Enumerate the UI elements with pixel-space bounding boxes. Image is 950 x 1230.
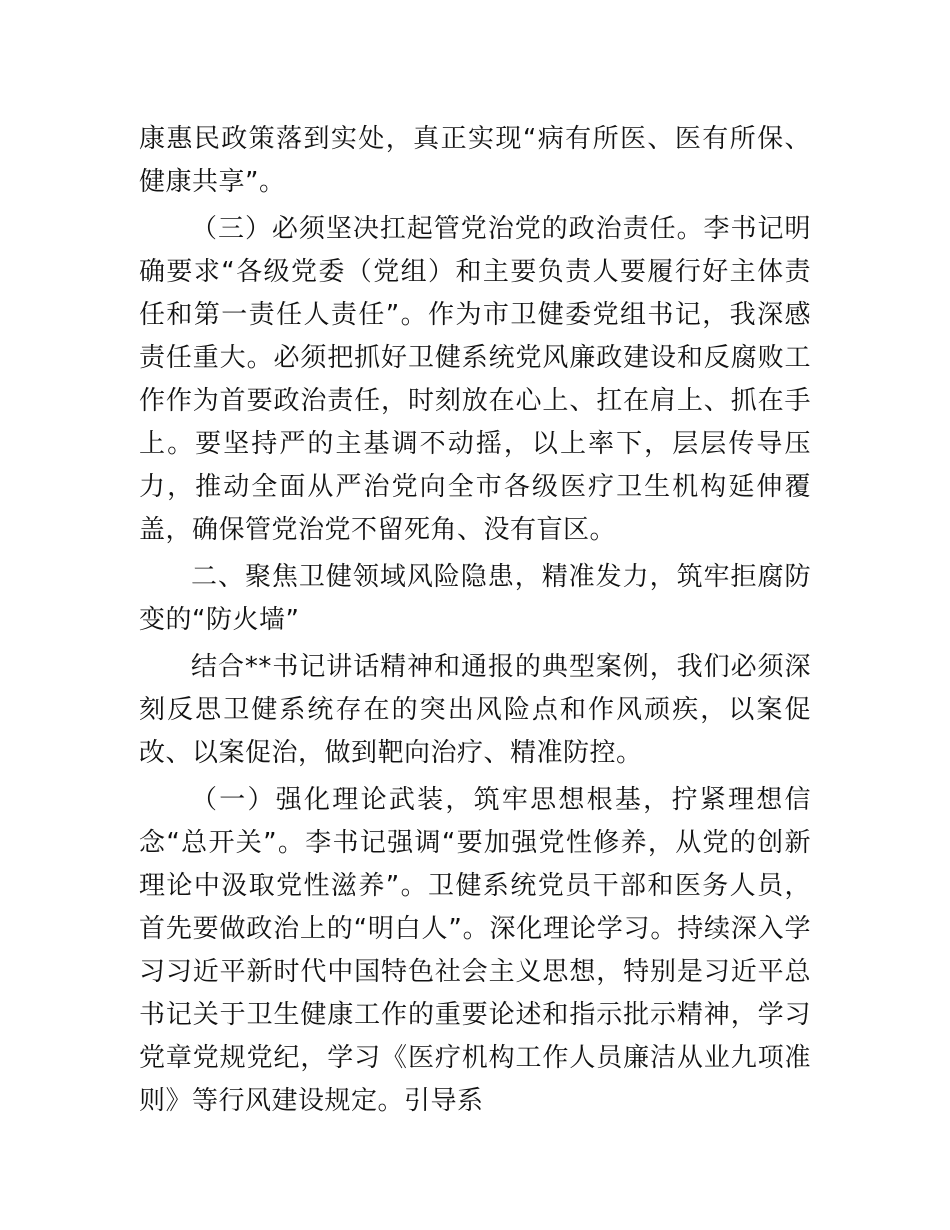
heading-section-two: 二、聚焦卫健领域风险隐患，精准发力，筑牢拒腐防变的“防火墙” bbox=[139, 562, 811, 635]
paragraph-section-three: （三）必须坚决扛起管党治党的政治责任。李书记明确要求“各级党委（党组）和主要负责人要履行好主体责任和第一责任人责任”。作为市卫健委党组书记，我深感责任重大。必须把抓好卫健系统党风廉政建设和反腐败工作作为首要政治责任，时刻放在心上、扛在肩上、抓在手上。要坚持严的主基调不动摇，以上率下，层层传导压力，推动全面从严治党向全市各级医疗卫生机构延伸覆盖，确保管党治党不留死角、没有盲区。 bbox=[139, 214, 811, 545]
paragraph-subsection-one: （一）强化理论武装，筑牢思想根基，拧紧理想信念“总开关”。李书记强调“要加强党性修养，从党的创新理论中汲取党性滋养”。卫健系统党员干部和医务人员，首先要做政治上的“明白人”。深化理论学习。持续深入学习习近平新时代中国特色社会主义思想，特别是习近平总书记关于卫生健康工作的重要论述和指示批示精神，学习党章党规党纪，学习《医疗机构工作人员廉洁从业九项准则》等行风建设规定。引导系 bbox=[139, 785, 811, 1116]
paragraph-intro: 结合**书记讲话精神和通报的典型案例，我们必须深刻反思卫健系统存在的突出风险点和作风顽疾，以案促改、以案促治，做到靶向治疗、精准防控。 bbox=[139, 652, 811, 768]
paragraph-continued: 康惠民政策落到实处，真正实现“病有所医、医有所保、健康共享”。 bbox=[139, 124, 811, 197]
document-body bbox=[139, 118, 811, 1127]
